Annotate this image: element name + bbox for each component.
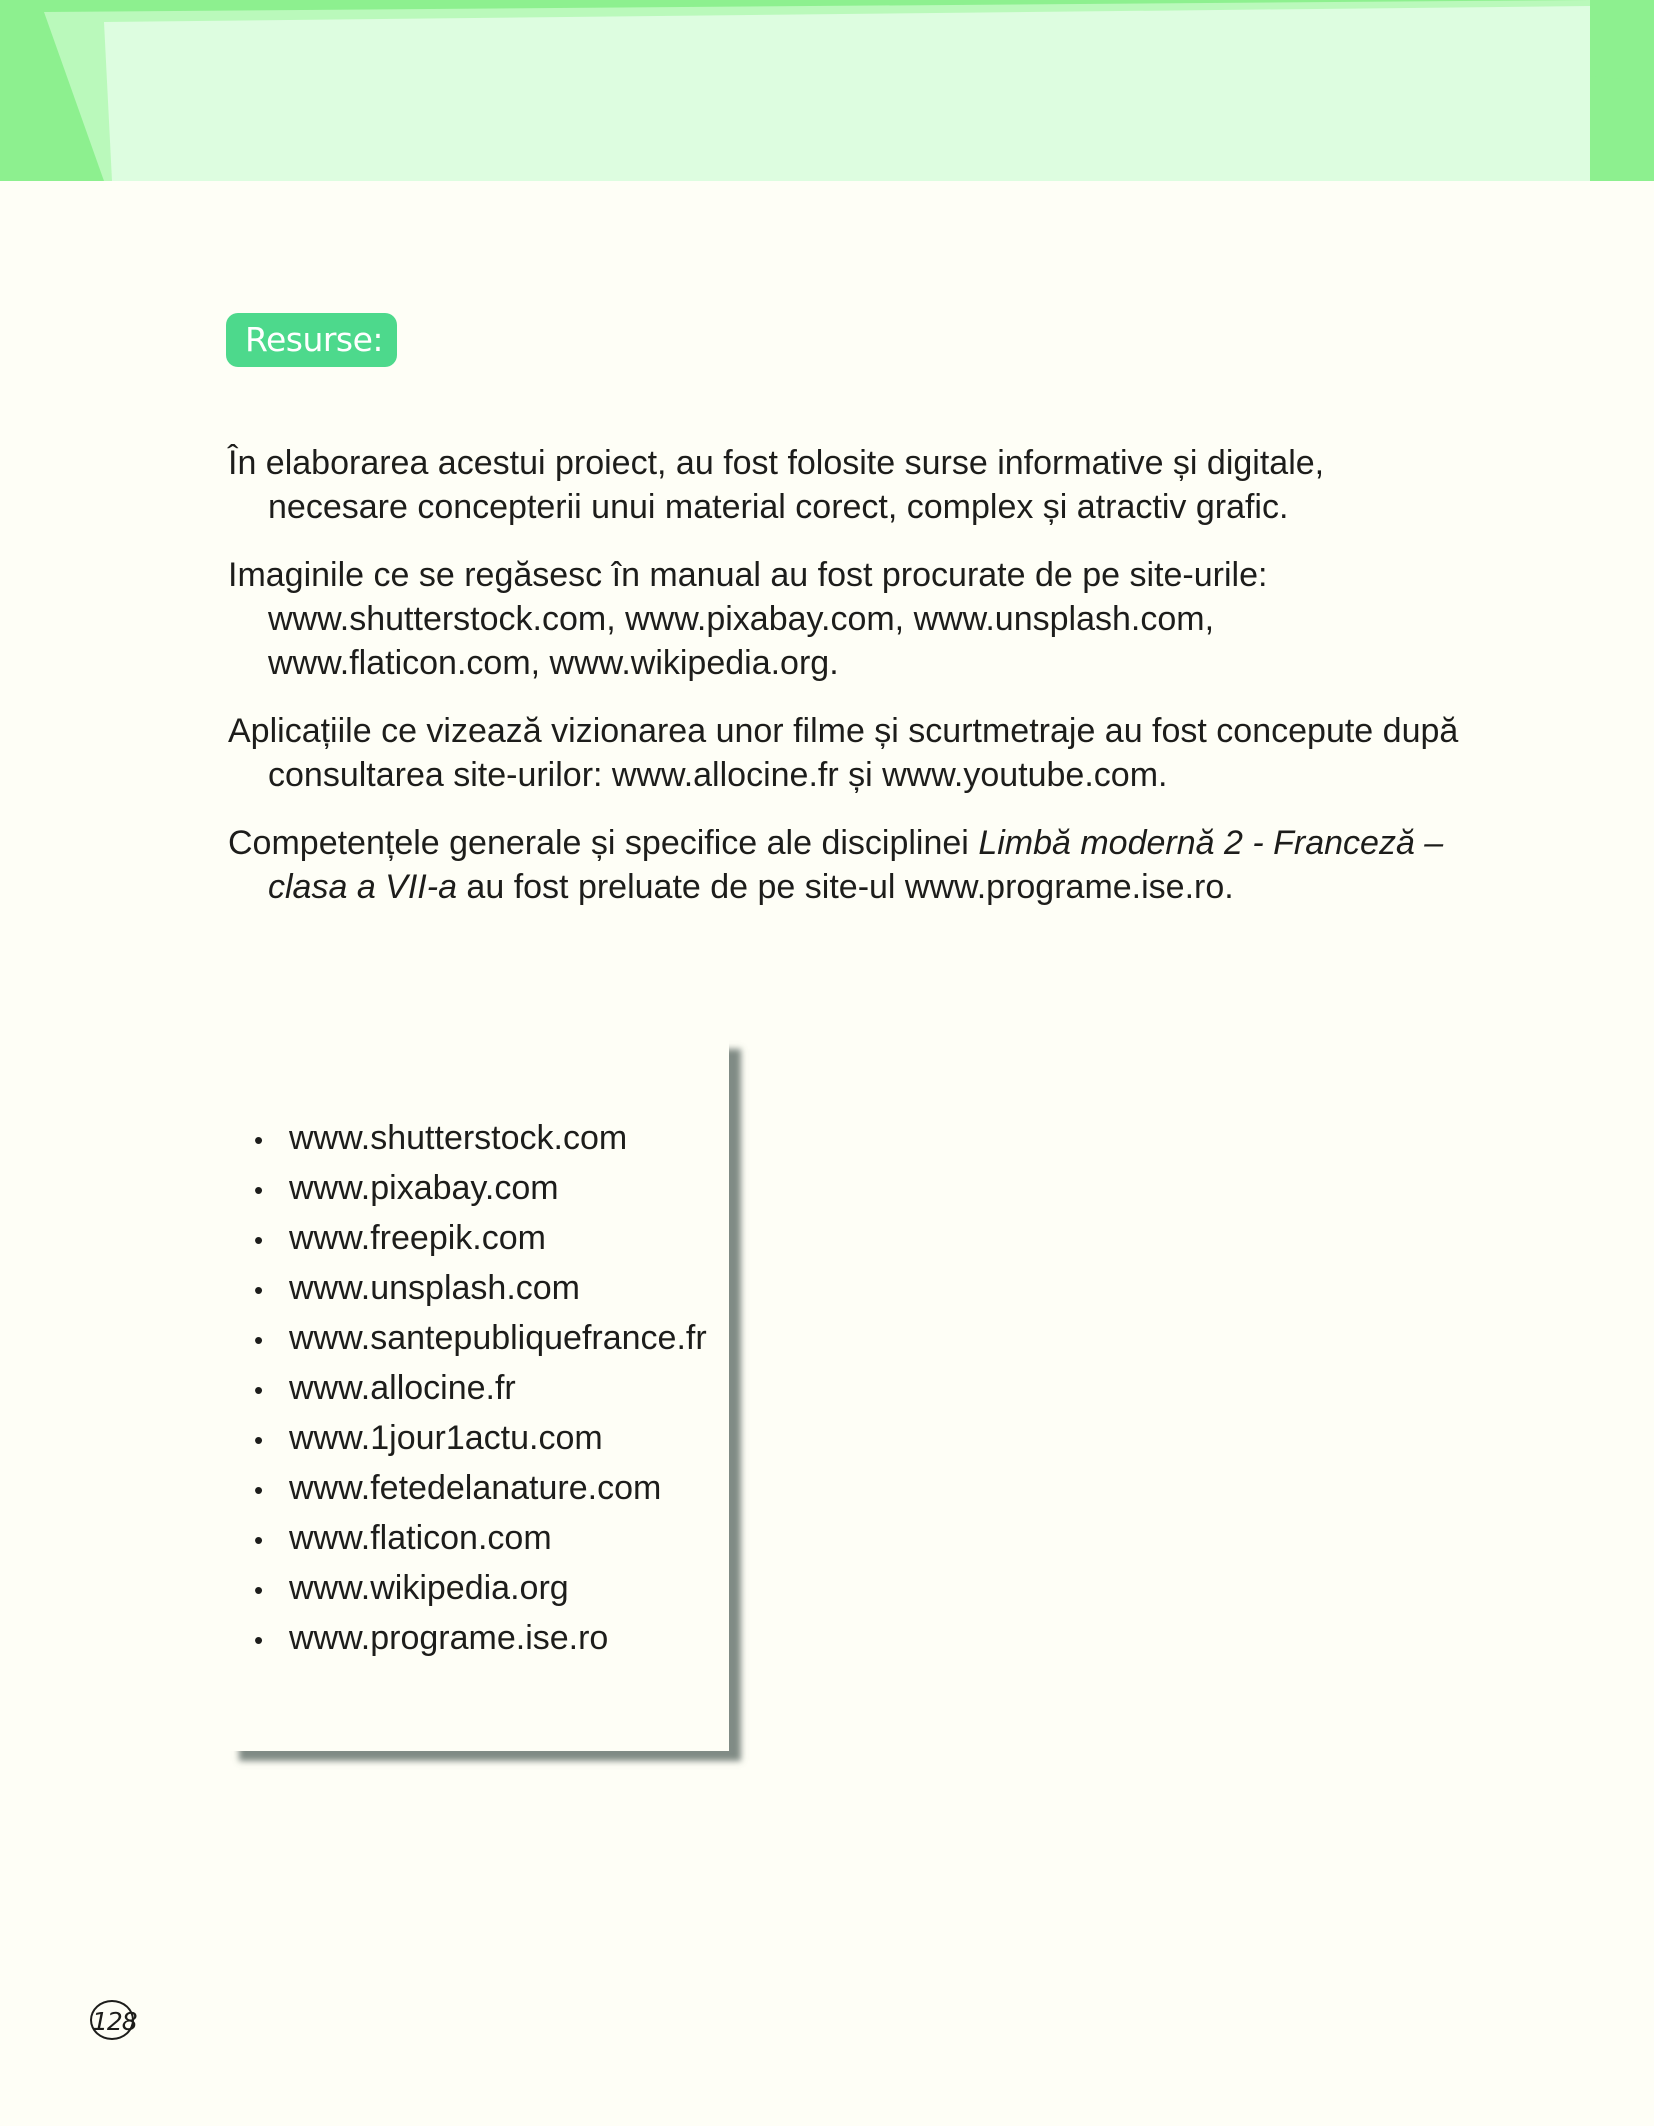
- header-corner-shape: [1590, 0, 1654, 82]
- bullet-icon: •: [254, 1175, 264, 1205]
- header-inner-shape: [104, 6, 1590, 181]
- paragraph-sources: În elaborarea acestui proiect, au fost folosite surse informative și digitale, necesare concepterii unui material corect, complex și atractiv grafic.: [228, 444, 1325, 526]
- bullet-icon: •: [254, 1625, 264, 1655]
- link-text: www.flaticon.com: [289, 1519, 552, 1557]
- bullet-icon: •: [254, 1375, 264, 1405]
- link-item[interactable]: [254, 1163, 707, 1213]
- resources-paragraphs: [228, 441, 1468, 933]
- link-text: www.fetedelanature.com: [289, 1469, 662, 1507]
- link-item[interactable]: [254, 1113, 707, 1163]
- link-item[interactable]: [254, 1563, 707, 1613]
- paragraph-images: Imaginile ce se regăsesc în manual au fost procurate de pe site-urile: www.shutterstock.com, www.pixabay.com, www.unsplash.com, www.flaticon.com, www.wikipedia.org.: [228, 556, 1268, 682]
- link-item[interactable]: [254, 1313, 707, 1363]
- bullet-icon: •: [254, 1575, 264, 1605]
- bullet-icon: •: [254, 1325, 264, 1355]
- paragraph-films: Aplicațiile ce vizează vizionarea unor filme și scurtmetraje au fost concepute după consultarea site-urilor: www.allocine.fr și www.youtube.com.: [228, 712, 1459, 794]
- header-band-graphic: [0, 0, 1654, 181]
- link-text: www.unsplash.com: [289, 1269, 581, 1307]
- link-text: www.pixabay.com: [289, 1169, 559, 1207]
- links-list: [254, 1113, 707, 1663]
- link-item[interactable]: [254, 1513, 707, 1563]
- page-number: 128: [90, 2000, 134, 2040]
- link-item[interactable]: [254, 1213, 707, 1263]
- competences-text-end: au fost preluate de pe site-ul www.programe.ise.ro.: [456, 868, 1234, 906]
- link-item[interactable]: [254, 1463, 707, 1513]
- header-band: [0, 0, 1654, 181]
- resources-badge: Resurse:: [226, 313, 397, 367]
- bullet-icon: •: [254, 1125, 264, 1155]
- paragraph-competences: [228, 821, 1468, 909]
- discipline-title: Limbă modernă 2 - Franceză – clasa a VII-a: [268, 824, 1444, 906]
- links-card: [227, 1039, 729, 1751]
- link-text: www.allocine.fr: [289, 1369, 516, 1407]
- link-text: www.programe.ise.ro: [289, 1619, 609, 1657]
- bullet-icon: •: [254, 1475, 264, 1505]
- competences-text-start: Competențele generale și specifice ale disciplinei: [228, 824, 979, 862]
- link-text: www.1jour1actu.com: [289, 1419, 603, 1457]
- link-text: www.freepik.com: [289, 1219, 546, 1257]
- link-text: www.wikipedia.org: [289, 1569, 569, 1607]
- bullet-icon: •: [254, 1225, 264, 1255]
- bullet-icon: •: [254, 1425, 264, 1455]
- link-item[interactable]: [254, 1363, 707, 1413]
- link-item[interactable]: [254, 1613, 707, 1663]
- link-text: www.santepubliquefrance.fr: [289, 1319, 707, 1357]
- link-text: www.shutterstock.com: [289, 1119, 628, 1157]
- link-item[interactable]: [254, 1413, 707, 1463]
- bullet-icon: •: [254, 1525, 264, 1555]
- link-item[interactable]: [254, 1263, 707, 1313]
- bullet-icon: •: [254, 1275, 264, 1305]
